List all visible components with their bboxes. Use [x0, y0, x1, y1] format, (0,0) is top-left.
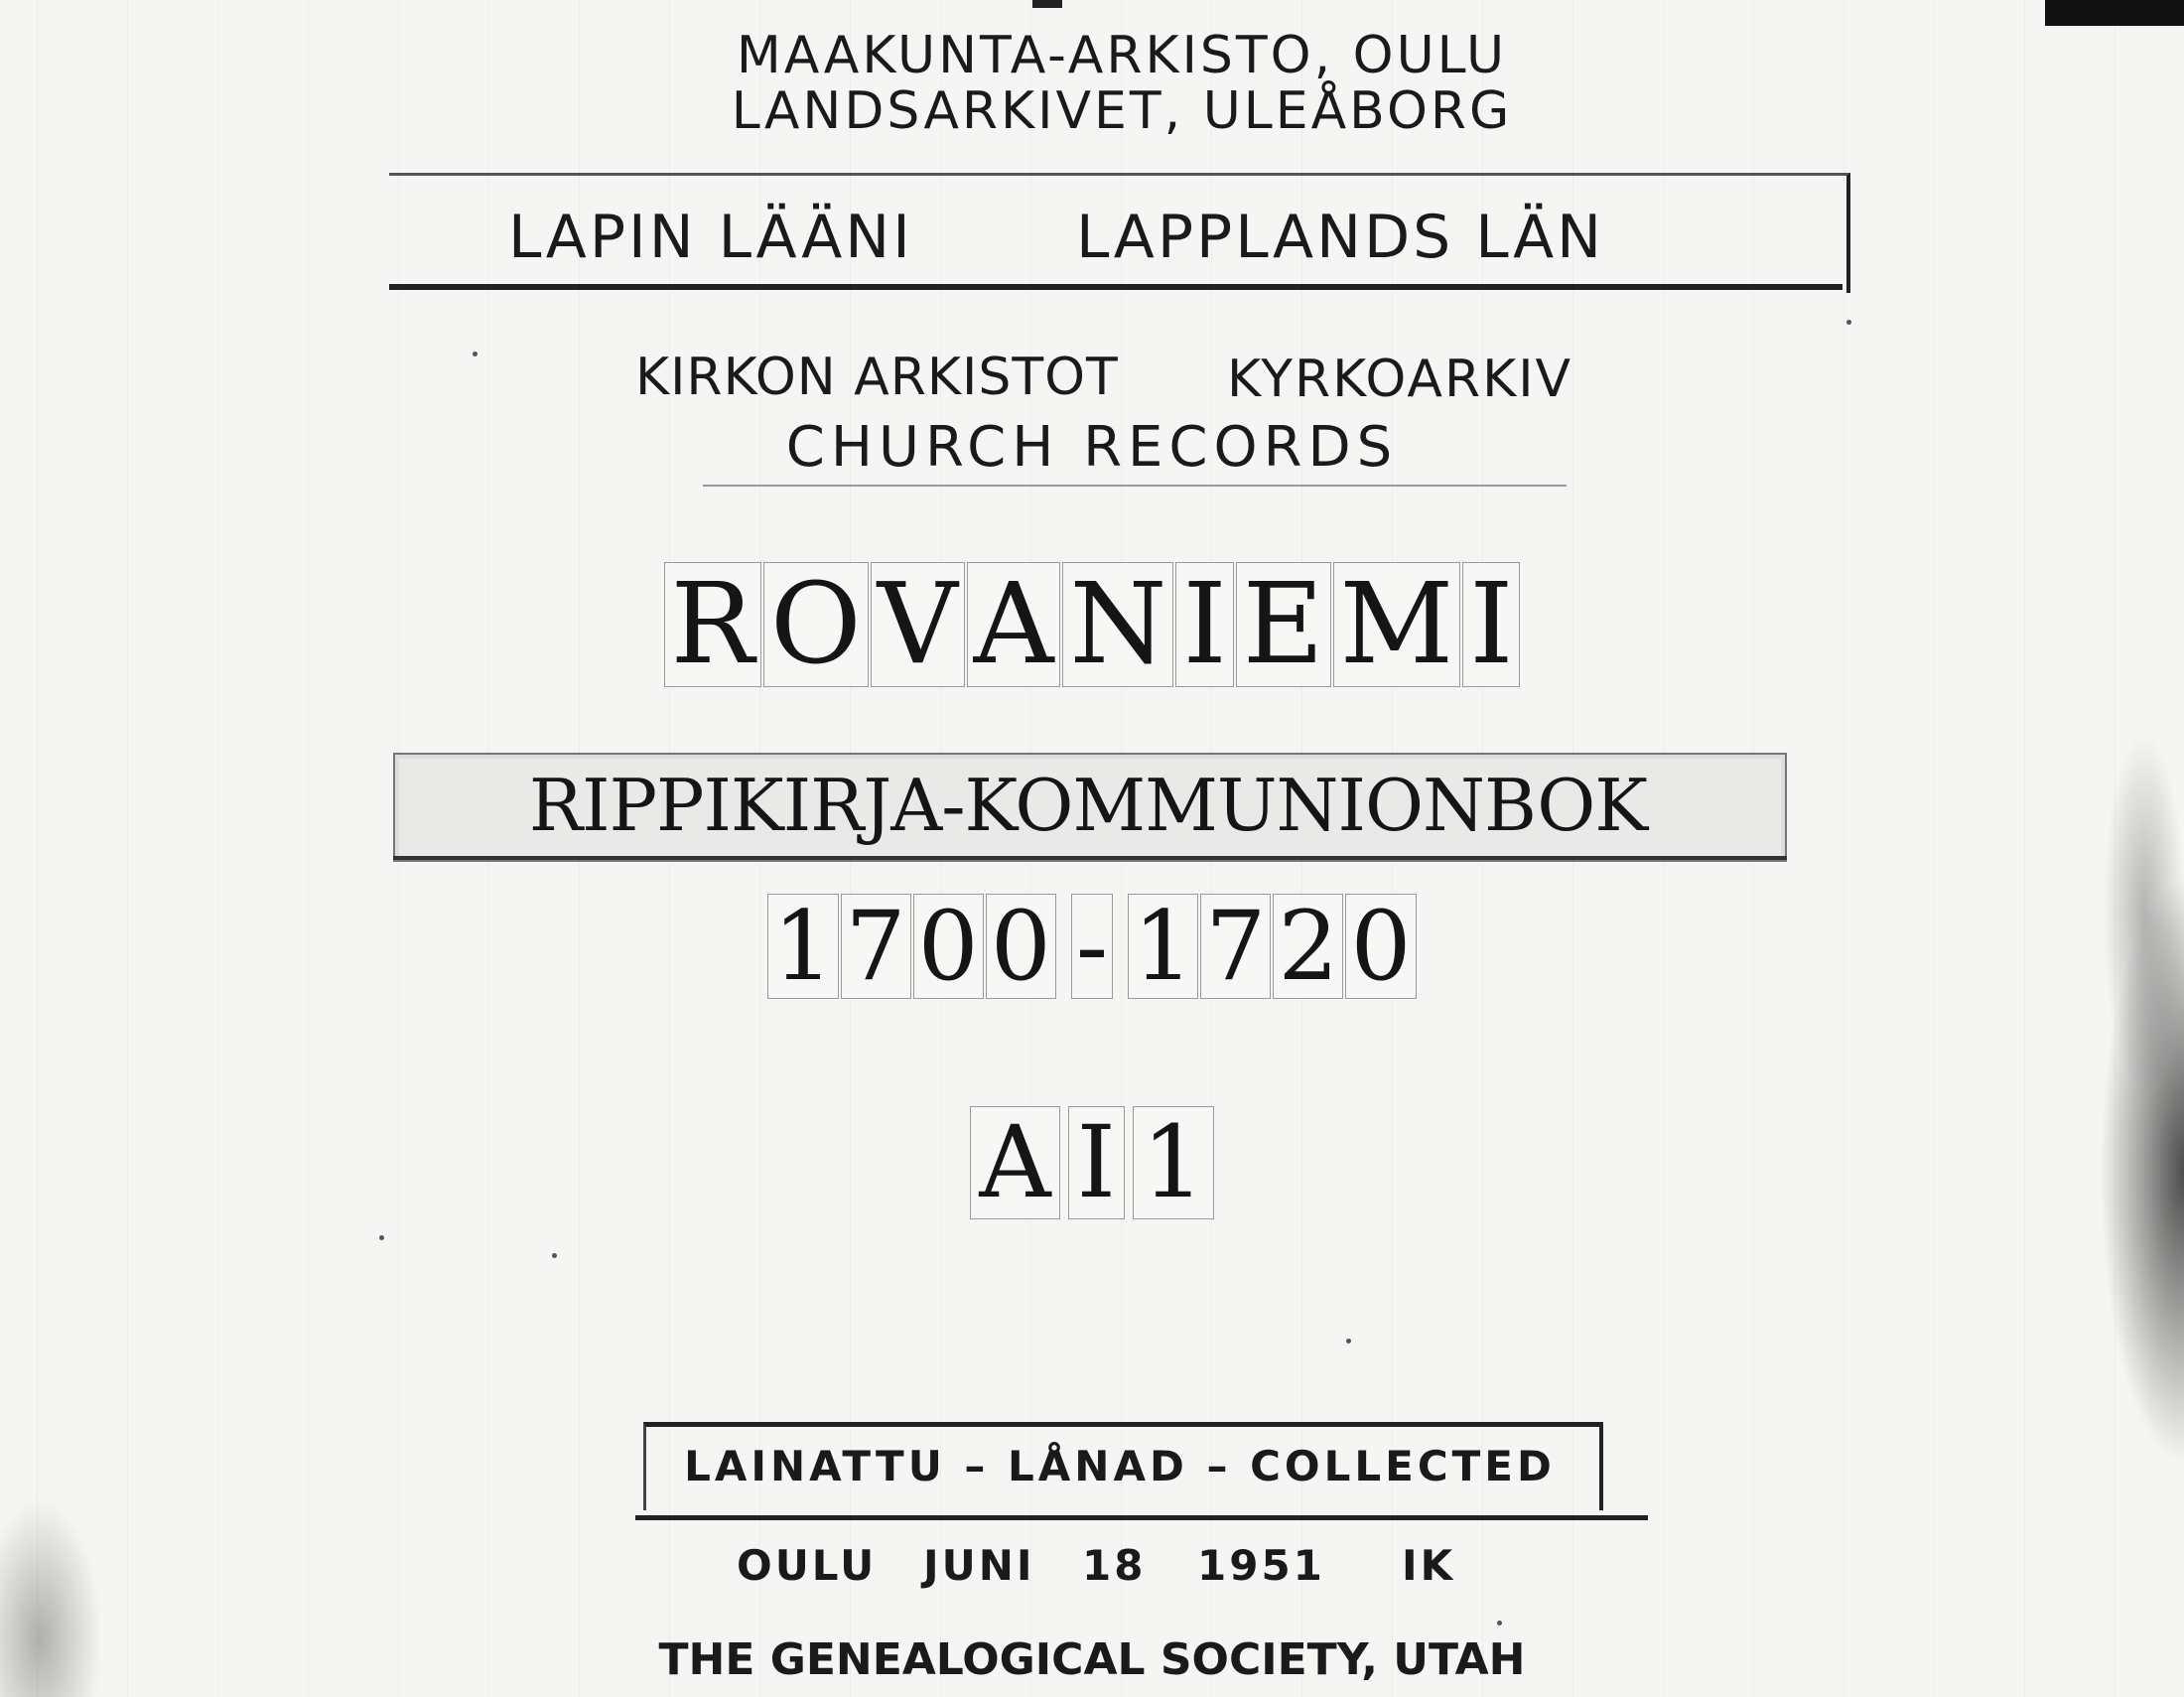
parish-letter-tile: M	[1333, 562, 1461, 687]
parish-letter-tile: E	[1236, 562, 1331, 687]
collection-label: LAINATTU – LÅNAD – COLLECTED	[684, 1442, 1556, 1490]
region-name-finnish: LAPIN LÄÄNI	[508, 203, 913, 272]
parish-name	[0, 562, 2184, 687]
volume-code	[0, 1106, 2184, 1219]
book-title: RIPPIKIRJA-KOMMUNIONBOK	[528, 764, 1648, 847]
volume-character-tile: I	[1068, 1106, 1126, 1219]
records-type-swedish: KYRKOARKIV	[1227, 350, 1573, 409]
scan-speck	[1846, 320, 1851, 325]
society-name: THE GENEALOGICAL SOCIETY, UTAH	[658, 1634, 1526, 1685]
year-character-tile: 1	[1128, 894, 1198, 999]
collection-underline	[635, 1515, 1648, 1520]
records-type-english: CHURCH RECORDS	[785, 415, 1399, 480]
archive-name-finnish: MAAKUNTA-ARKISTO, OULU	[736, 26, 1508, 85]
records-type-finnish: KIRKON ARKISTOT	[635, 348, 1119, 407]
scan-speck	[1497, 1621, 1502, 1626]
collection-day: 18	[1082, 1541, 1147, 1590]
parish-letter-tile: I	[1462, 562, 1520, 687]
scan-speck	[1346, 1339, 1351, 1343]
region-underline	[389, 284, 1843, 290]
year-character-tile: 0	[986, 894, 1056, 999]
parish-letter-tile: O	[763, 562, 869, 687]
year-range	[0, 891, 2184, 1002]
parish-letter-tile: V	[871, 562, 965, 687]
year-character-tile: 7	[841, 894, 911, 999]
scan-edge-mark	[1032, 0, 1062, 8]
records-underline	[703, 485, 1567, 487]
archive-name-swedish: LANDSARKIVET, ULEÅBORG	[731, 81, 1513, 141]
year-character-tile: 0	[913, 894, 984, 999]
scan-speck	[552, 1253, 557, 1258]
scan-speck	[473, 352, 478, 356]
collection-place: OULU	[737, 1541, 878, 1590]
collection-month: JUNI	[923, 1541, 1035, 1590]
volume-character-tile: 1	[1133, 1106, 1214, 1219]
parish-letter-tile: A	[967, 562, 1061, 687]
parish-letter-tile: I	[1175, 562, 1233, 687]
year-character-tile: 2	[1273, 894, 1343, 999]
book-title-underline	[393, 856, 1787, 860]
parish-letter-tile: R	[664, 562, 761, 687]
scan-edge-mark	[2045, 0, 2184, 26]
year-character-tile: 7	[1200, 894, 1271, 999]
region-name-swedish: LAPPLANDS LÄN	[1076, 203, 1605, 272]
scan-speck	[379, 1235, 384, 1240]
parish-letter-tile: N	[1062, 562, 1173, 687]
year-character-tile: 1	[767, 894, 838, 999]
volume-character-tile: A	[970, 1106, 1059, 1219]
year-character-tile: -	[1071, 894, 1113, 999]
year-character-tile: 0	[1345, 894, 1416, 999]
collector-initials: IK	[1402, 1541, 1456, 1590]
collection-year: 1951	[1197, 1541, 1325, 1590]
